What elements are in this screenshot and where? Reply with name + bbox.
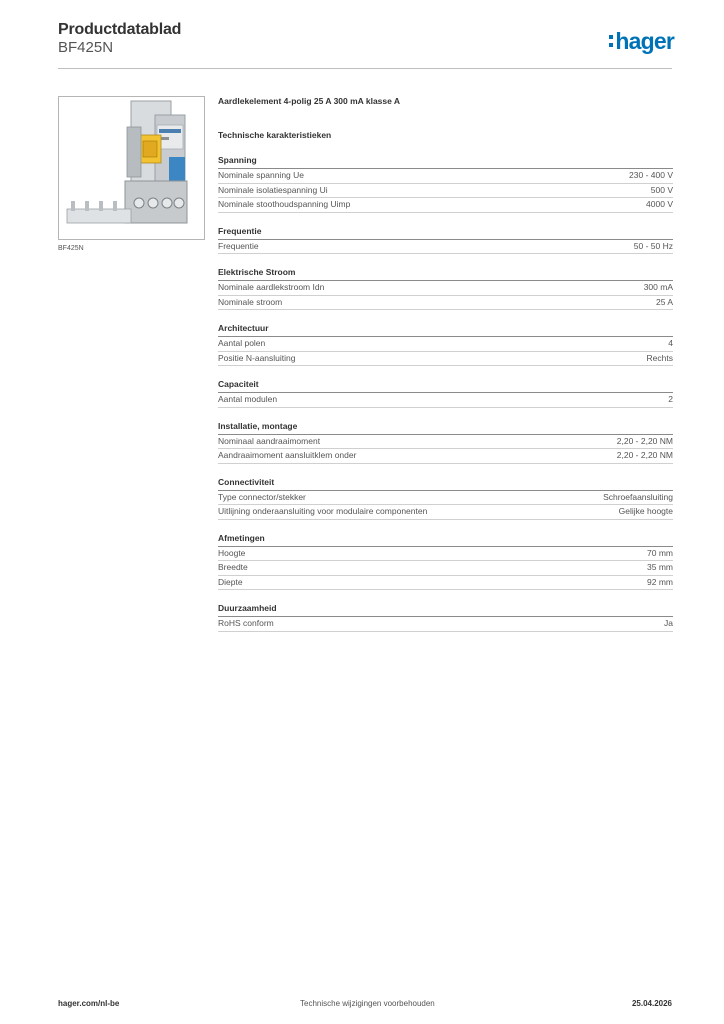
spec-label: Hoogte: [218, 547, 246, 558]
spec-section: [218, 226, 673, 255]
page-title: Productdatablad: [58, 21, 182, 38]
spec-value: 2,20 - 2,20 NM: [616, 435, 673, 446]
spec-row: [218, 505, 673, 520]
spec-value: 4000 V: [646, 199, 673, 209]
product-image: [58, 96, 205, 240]
logo-dots-icon: [609, 35, 613, 47]
spec-label: Nominale isolatiespanning Ui: [218, 184, 328, 195]
spec-label: RoHS conform: [218, 618, 274, 628]
spec-value: 50 - 50 Hz: [633, 240, 673, 251]
spec-value: 300 mA: [643, 282, 673, 292]
spec-label: Aantal polen: [218, 338, 266, 348]
spec-section: [218, 421, 673, 464]
tech-title: Technische karakteristieken: [218, 130, 332, 140]
spec-row: [218, 198, 673, 213]
spec-value: 500 V: [650, 184, 673, 195]
spec-section: [218, 267, 673, 310]
spec-label: Aantal modulen: [218, 394, 278, 404]
section-heading: Capaciteit: [218, 379, 673, 393]
spec-row: [218, 449, 673, 464]
section-heading: Connectiviteit: [218, 477, 673, 491]
section-heading: Frequentie: [218, 226, 673, 240]
spec-value: Schroefaansluiting: [603, 491, 673, 502]
product-code: BF425N: [58, 39, 114, 56]
spec-label: Nominale stoothoudspanning Uimp: [218, 199, 351, 209]
section-heading: Duurzaamheid: [218, 603, 673, 617]
spec-row: [218, 352, 673, 367]
spec-value: 25 A: [655, 296, 673, 307]
header-divider: [58, 68, 672, 69]
spec-label: Type connector/stekker: [218, 491, 306, 502]
spec-section: [218, 323, 673, 366]
spec-row: [218, 281, 673, 296]
spec-label: Frequentie: [218, 240, 259, 251]
spec-row: [218, 547, 673, 562]
spec-row: [218, 576, 673, 591]
image-caption: BF425N: [58, 245, 84, 252]
logo-text: hager: [615, 27, 674, 54]
spec-row: [218, 169, 673, 184]
spec-content: [218, 96, 673, 632]
spec-label: Aandraaimoment aansluitklem onder: [218, 450, 357, 460]
spec-label: Positie N-aansluiting: [218, 352, 296, 363]
spec-row: [218, 337, 673, 352]
spec-value: 4: [668, 338, 673, 348]
spec-label: Breedte: [218, 562, 248, 572]
spec-label: Nominale spanning Ue: [218, 170, 304, 180]
spec-section: [218, 155, 673, 213]
spec-row: [218, 617, 673, 632]
spec-value: 2: [668, 394, 673, 404]
section-heading: Afmetingen: [218, 533, 673, 547]
spec-row: [218, 184, 673, 199]
spec-label: Nominale stroom: [218, 296, 283, 307]
spec-row: [218, 393, 673, 408]
spec-section: [218, 379, 673, 408]
spec-section: [218, 533, 673, 591]
spec-value: 35 mm: [647, 562, 673, 572]
spec-label: Nominaal aandraaimoment: [218, 435, 321, 446]
product-image-icon: [59, 97, 204, 239]
spec-label: Nominale aardlekstroom Idn: [218, 282, 325, 292]
spec-row: [218, 296, 673, 311]
spec-value: Rechts: [646, 352, 673, 363]
spec-row: [218, 491, 673, 506]
spec-value: 2,20 - 2,20 NM: [616, 450, 673, 460]
spec-value: Gelijke hoogte: [618, 506, 673, 516]
spec-section: [218, 603, 673, 632]
footer-url: hager.com/nl-be: [58, 999, 120, 1008]
spec-label: Uitlijning onderaansluiting voor modulaire componenten: [218, 506, 428, 516]
spec-section: [218, 477, 673, 520]
footer-disclaimer: Technische wijzigingen voorbehouden: [300, 999, 435, 1008]
section-heading: Spanning: [218, 155, 673, 169]
spec-value: 230 - 400 V: [629, 170, 673, 180]
section-heading: Elektrische Stroom: [218, 267, 673, 281]
hager-logo: [609, 28, 674, 54]
spec-row: [218, 435, 673, 450]
section-heading: Architectuur: [218, 323, 673, 337]
spec-row: [218, 561, 673, 576]
footer-date: 25.04.2026: [631, 999, 672, 1008]
spec-value: 70 mm: [647, 547, 673, 558]
spec-sections: [218, 155, 673, 632]
section-heading: Installatie, montage: [218, 421, 673, 435]
spec-value: 92 mm: [647, 576, 673, 587]
spec-value: Ja: [664, 618, 673, 628]
spec-label: Diepte: [218, 576, 243, 587]
spec-row: [218, 240, 673, 255]
product-title: Aardlekelement 4-polig 25 A 300 mA klasse A: [218, 96, 401, 106]
